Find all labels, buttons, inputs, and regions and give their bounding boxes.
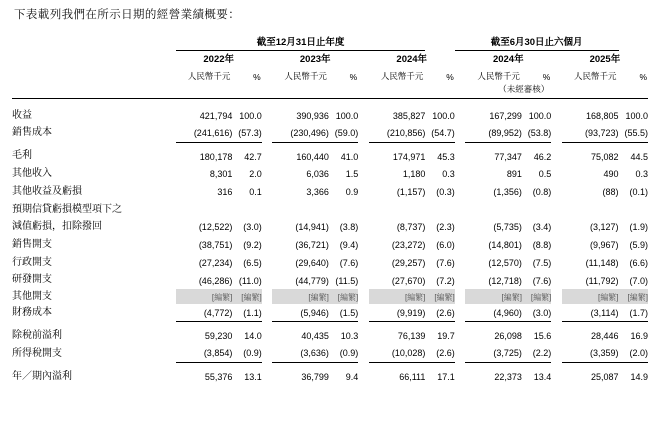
- header-group-half-year: 截至6月30日止六個月: [455, 34, 619, 51]
- row-percent: (0.8): [532, 187, 552, 198]
- row-percent: 14.0: [244, 331, 262, 342]
- row-value: (10,028): [369, 345, 426, 363]
- intro-paragraph: 下表載列我們在所示日期的經營業績概要：: [14, 9, 241, 21]
- row-gap: [165, 107, 175, 125]
- row-percent: (7.5): [532, 257, 552, 268]
- row-gap: [262, 272, 272, 290]
- row-gap: [165, 304, 175, 322]
- row-value: (88): [602, 187, 619, 198]
- row-gap: [551, 125, 561, 143]
- row-value: [編繁]: [562, 289, 619, 304]
- row-percent: 14.9: [630, 372, 648, 383]
- row-percent: (2.3): [436, 222, 455, 233]
- row-value: (14,941): [295, 222, 329, 233]
- row-gap: [358, 183, 368, 201]
- row-label: 其他收益及虧損: [12, 185, 82, 197]
- row-percent: (1.5): [329, 304, 358, 322]
- row-gap: [455, 236, 465, 254]
- row-value: (44,779): [295, 275, 329, 286]
- row-gap: [551, 148, 561, 166]
- row-value: 25,087: [590, 372, 619, 383]
- row-percent: 0.9: [345, 187, 359, 198]
- row-value: [272, 201, 329, 219]
- row-value: 490: [603, 169, 619, 180]
- row-value: (9,919): [369, 304, 426, 322]
- row-percent: (57.3): [232, 125, 261, 143]
- row-gap: [262, 289, 272, 304]
- header-half-2025: 2025年: [589, 54, 621, 65]
- row-gap: [455, 219, 465, 237]
- row-gap: [551, 219, 561, 237]
- row-value: (230,496): [272, 125, 329, 143]
- row-gap: [165, 166, 175, 184]
- row-gap: [165, 254, 175, 272]
- row-percent: (1.7): [619, 304, 649, 322]
- row-gap: [358, 345, 368, 363]
- row-label: 預期信貸虧損模型項下之: [12, 203, 122, 215]
- row-value: 59,230: [204, 331, 233, 342]
- row-percent: 1.5: [345, 169, 359, 180]
- row-value: [編繁]: [465, 289, 522, 304]
- unit-2024: 人民幣千元: [380, 71, 424, 81]
- row-value: (3,854): [176, 345, 233, 363]
- row-gap: [165, 236, 175, 254]
- row-gap: [262, 125, 272, 143]
- table-row: [12, 107, 648, 125]
- table-row: [12, 148, 648, 166]
- row-gap: [165, 201, 175, 219]
- row-value: 77,347: [494, 151, 522, 162]
- row-gap: [262, 345, 272, 363]
- row-percent: (7.2): [436, 275, 455, 286]
- row-gap: [165, 345, 175, 363]
- row-gap: [455, 148, 465, 166]
- row-gap: [262, 254, 272, 272]
- row-label: 所得稅開支: [12, 347, 62, 359]
- row-percent: 45.3: [437, 151, 455, 162]
- row-value: [編繁]: [176, 289, 233, 304]
- row-gap: [551, 345, 561, 363]
- row-label: 財務成本: [12, 306, 52, 318]
- row-gap: [165, 148, 175, 166]
- header-half-2024: 2024年: [492, 54, 524, 65]
- row-percent: (6.0): [436, 240, 455, 251]
- header-year-2022: 2022年: [203, 54, 235, 65]
- table-row: [12, 345, 648, 363]
- row-value: (11,792): [585, 275, 619, 286]
- row-value: (12,718): [488, 275, 522, 286]
- row-label: 減值虧損，扣除撥回: [12, 221, 102, 233]
- row-percent: (53.8): [522, 125, 551, 143]
- row-value: 168,805: [585, 110, 619, 121]
- header-rule-spacer: [12, 99, 648, 108]
- row-percent: 42.7: [244, 151, 262, 162]
- row-percent: (0.9): [329, 345, 358, 363]
- row-gap: [551, 183, 561, 201]
- row-percent: (6.6): [629, 257, 648, 268]
- row-gap: [262, 107, 272, 125]
- row-percent: 100.0: [239, 110, 262, 121]
- row-value: 1,180: [402, 169, 426, 180]
- row-percent: (11.5): [335, 275, 359, 286]
- row-gap: [165, 289, 175, 304]
- row-gap: [455, 107, 465, 125]
- row-percent: (0.9): [232, 345, 261, 363]
- row-value: (3,636): [272, 345, 329, 363]
- row-gap: [358, 125, 368, 143]
- row-percent: 0.5: [538, 169, 552, 180]
- row-percent: (3.8): [339, 222, 359, 233]
- table-row: [12, 272, 648, 290]
- row-percent: 100.0: [335, 110, 359, 121]
- row-gap: [358, 289, 368, 304]
- row-percent: 13.4: [533, 372, 552, 383]
- row-percent: (7.0): [629, 275, 648, 286]
- table-row: [12, 254, 648, 272]
- row-percent: (7.6): [532, 275, 552, 286]
- row-value: 76,139: [397, 331, 426, 342]
- table-header-groups: [12, 34, 648, 51]
- row-gap: [358, 327, 368, 345]
- row-percent: [425, 201, 454, 219]
- row-gap: [165, 272, 175, 290]
- table-row: [12, 327, 648, 345]
- row-value: (46,286): [198, 275, 233, 286]
- row-percent: 17.1: [437, 372, 455, 383]
- row-gap: [455, 125, 465, 143]
- row-percent: 9.4: [345, 372, 359, 383]
- row-gap: [455, 327, 465, 345]
- table-row: [12, 219, 648, 237]
- pct-h2024: %: [542, 72, 551, 82]
- row-value: (12,570): [488, 257, 522, 268]
- row-value: 421,794: [199, 110, 233, 121]
- row-gap: [165, 125, 175, 143]
- row-gap: [358, 148, 368, 166]
- row-gap: [551, 272, 561, 290]
- row-percent: [編繁]: [425, 289, 454, 304]
- table-row: [12, 236, 648, 254]
- row-value: (241,616): [176, 125, 233, 143]
- row-percent: (11.0): [238, 275, 262, 286]
- row-value: 160,440: [296, 151, 329, 162]
- row-gap: [262, 304, 272, 322]
- table-row: [12, 289, 648, 304]
- row-percent: 0.1: [249, 187, 262, 198]
- row-label: 毛利: [12, 150, 32, 162]
- row-percent: (9.4): [339, 240, 359, 251]
- table-row: [12, 125, 648, 143]
- row-value: 26,098: [494, 331, 522, 342]
- row-value: (210,856): [369, 125, 426, 143]
- financial-summary-table: [12, 34, 648, 386]
- row-gap: [262, 327, 272, 345]
- row-gap: [262, 183, 272, 201]
- row-percent: (9.2): [243, 240, 262, 251]
- row-gap: [165, 219, 175, 237]
- header-group-year-end: 截至12月31日止年度: [176, 34, 426, 51]
- table-row: [12, 183, 648, 201]
- pct-h2025: %: [639, 72, 647, 82]
- row-value: 891: [506, 169, 522, 180]
- row-value: (3,725): [465, 345, 522, 363]
- row-value: (4,960): [465, 304, 522, 322]
- pct-2024: %: [446, 72, 454, 82]
- row-gap: [358, 254, 368, 272]
- row-percent: (1.9): [629, 222, 648, 233]
- row-value: [369, 201, 426, 219]
- row-value: (9,967): [589, 240, 619, 251]
- row-gap: [551, 304, 561, 322]
- row-percent: (55.5): [619, 125, 649, 143]
- row-gap: [551, 166, 561, 184]
- row-percent: (0.3): [436, 187, 455, 198]
- row-value: 8,301: [209, 169, 233, 180]
- row-value: [176, 201, 233, 219]
- row-value: (1,157): [396, 187, 426, 198]
- row-label: 收益: [12, 109, 32, 121]
- row-percent: 0.3: [442, 169, 455, 180]
- row-gap: [551, 289, 561, 304]
- row-label: 其他收入: [12, 168, 52, 180]
- row-gap: [455, 183, 465, 201]
- header-year-2024: 2024年: [396, 54, 428, 65]
- row-value: (3,127): [589, 222, 619, 233]
- row-value: (29,640): [295, 257, 329, 268]
- row-percent: [編繁]: [522, 289, 551, 304]
- row-gap: [551, 254, 561, 272]
- row-gap: [262, 166, 272, 184]
- row-value: (27,670): [391, 275, 426, 286]
- row-value: 55,376: [204, 372, 233, 383]
- row-value: 66,111: [399, 372, 426, 383]
- table-header-units: [12, 67, 648, 83]
- row-label: 除稅前溢利: [12, 330, 62, 342]
- row-value: (3,114): [562, 304, 619, 322]
- row-value: (1,356): [493, 187, 522, 198]
- table-row: [12, 304, 648, 322]
- table-row: [12, 201, 648, 219]
- row-value: [編繁]: [272, 289, 329, 304]
- row-percent: [編繁]: [232, 289, 261, 304]
- row-value: 22,373: [494, 372, 522, 383]
- row-label: 銷售成本: [12, 127, 52, 139]
- row-percent: (2.0): [619, 345, 649, 363]
- row-value: (14,801): [488, 240, 522, 251]
- row-percent: (3.0): [243, 222, 262, 233]
- row-value: (5,735): [493, 222, 522, 233]
- row-percent: 16.9: [630, 331, 648, 342]
- row-gap: [358, 304, 368, 322]
- row-percent: 2.0: [249, 169, 262, 180]
- row-value: (38,751): [198, 240, 233, 251]
- table-header-years: [12, 51, 648, 68]
- row-gap: [165, 368, 175, 386]
- row-gap: [551, 327, 561, 345]
- row-value: 390,936: [296, 110, 329, 121]
- row-value: (3,359): [562, 345, 619, 363]
- row-percent: (54.7): [425, 125, 454, 143]
- row-percent: 13.1: [244, 372, 262, 383]
- row-value: 36,799: [301, 372, 329, 383]
- row-percent: [329, 201, 358, 219]
- row-gap: [262, 148, 272, 166]
- row-value: (4,772): [176, 304, 233, 322]
- row-gap: [358, 107, 368, 125]
- row-percent: (1.1): [232, 304, 261, 322]
- table-row: [12, 368, 648, 386]
- row-percent: 41.0: [340, 151, 359, 162]
- row-value: 167,299: [489, 110, 522, 121]
- unit-2023: 人民幣千元: [284, 71, 327, 81]
- unaudited-note: （未經審核）: [498, 84, 550, 94]
- row-percent: 10.3: [340, 331, 359, 342]
- row-gap: [551, 107, 561, 125]
- row-value: (36,721): [295, 240, 329, 251]
- row-label: 其他開支: [12, 290, 52, 302]
- table-row: [12, 166, 648, 184]
- row-percent: (7.6): [339, 257, 359, 268]
- row-value: 316: [217, 187, 233, 198]
- row-gap: [455, 345, 465, 363]
- row-gap: [455, 368, 465, 386]
- row-gap: [551, 201, 561, 219]
- row-value: (11,148): [585, 257, 619, 268]
- row-gap: [262, 219, 272, 237]
- row-value: 40,435: [301, 331, 329, 342]
- row-gap: [165, 183, 175, 201]
- table-header-unaudited: [12, 83, 648, 99]
- row-percent: (3.4): [532, 222, 552, 233]
- row-percent: [編繁]: [619, 289, 649, 304]
- row-gap: [358, 368, 368, 386]
- row-percent: (5.9): [629, 240, 648, 251]
- row-value: (5,946): [272, 304, 329, 322]
- row-percent: (59.0): [329, 125, 358, 143]
- row-value: 174,971: [392, 151, 426, 162]
- header-year-2023: 2023年: [299, 54, 331, 65]
- row-percent: [編繁]: [329, 289, 358, 304]
- row-gap: [165, 327, 175, 345]
- row-percent: 15.6: [533, 331, 552, 342]
- row-gap: [455, 272, 465, 290]
- unit-2022: 人民幣千元: [187, 71, 231, 81]
- row-gap: [455, 166, 465, 184]
- row-gap: [262, 236, 272, 254]
- row-value: 6,036: [306, 169, 329, 180]
- row-gap: [455, 201, 465, 219]
- row-percent: 100.0: [432, 110, 455, 121]
- row-gap: [358, 166, 368, 184]
- row-value: 75,082: [590, 151, 619, 162]
- row-gap: [358, 201, 368, 219]
- row-percent: (7.6): [436, 257, 455, 268]
- row-gap: [358, 219, 368, 237]
- row-label: 年／期內溢利: [12, 370, 72, 382]
- row-percent: 46.2: [533, 151, 552, 162]
- row-value: [465, 201, 522, 219]
- row-gap: [262, 368, 272, 386]
- row-percent: (3.0): [522, 304, 551, 322]
- row-gap: [551, 236, 561, 254]
- row-gap: [358, 236, 368, 254]
- row-percent: [232, 201, 261, 219]
- row-percent: 19.7: [437, 331, 455, 342]
- unit-h2024: 人民幣千元: [477, 71, 520, 81]
- row-gap: [551, 368, 561, 386]
- row-percent: (6.5): [243, 257, 262, 268]
- row-percent: (8.8): [532, 240, 552, 251]
- row-gap: [358, 272, 368, 290]
- row-value: (8,737): [396, 222, 426, 233]
- row-percent: (2.6): [425, 304, 454, 322]
- row-percent: 44.5: [630, 151, 648, 162]
- row-value: (93,723): [562, 125, 619, 143]
- row-percent: 0.3: [635, 169, 648, 180]
- row-value: (89,952): [465, 125, 522, 143]
- table-body: [12, 107, 648, 386]
- row-percent: (2.6): [425, 345, 454, 363]
- row-value: [562, 201, 619, 219]
- unit-h2025: 人民幣千元: [573, 71, 617, 81]
- pct-2022: %: [253, 72, 261, 82]
- row-value: 385,827: [392, 110, 426, 121]
- row-value: (23,272): [391, 240, 426, 251]
- row-gap: [455, 289, 465, 304]
- pct-2023: %: [349, 72, 358, 82]
- row-value: (27,234): [198, 257, 233, 268]
- row-label: 研發開支: [12, 274, 52, 286]
- row-value: 3,366: [306, 187, 329, 198]
- row-value: [編繁]: [369, 289, 426, 304]
- row-percent: (0.1): [629, 187, 648, 198]
- row-percent: (2.2): [522, 345, 551, 363]
- row-value: 180,178: [199, 151, 233, 162]
- row-percent: 100.0: [528, 110, 552, 121]
- row-gap: [455, 304, 465, 322]
- row-gap: [262, 201, 272, 219]
- row-percent: [522, 201, 551, 219]
- row-value: (12,522): [198, 222, 233, 233]
- row-percent: [619, 201, 649, 219]
- row-value: 28,446: [590, 331, 619, 342]
- row-percent: 100.0: [625, 110, 648, 121]
- row-gap: [455, 254, 465, 272]
- row-label: 銷售開支: [12, 238, 52, 250]
- row-label: 行政開支: [12, 256, 52, 268]
- row-value: (29,257): [391, 257, 426, 268]
